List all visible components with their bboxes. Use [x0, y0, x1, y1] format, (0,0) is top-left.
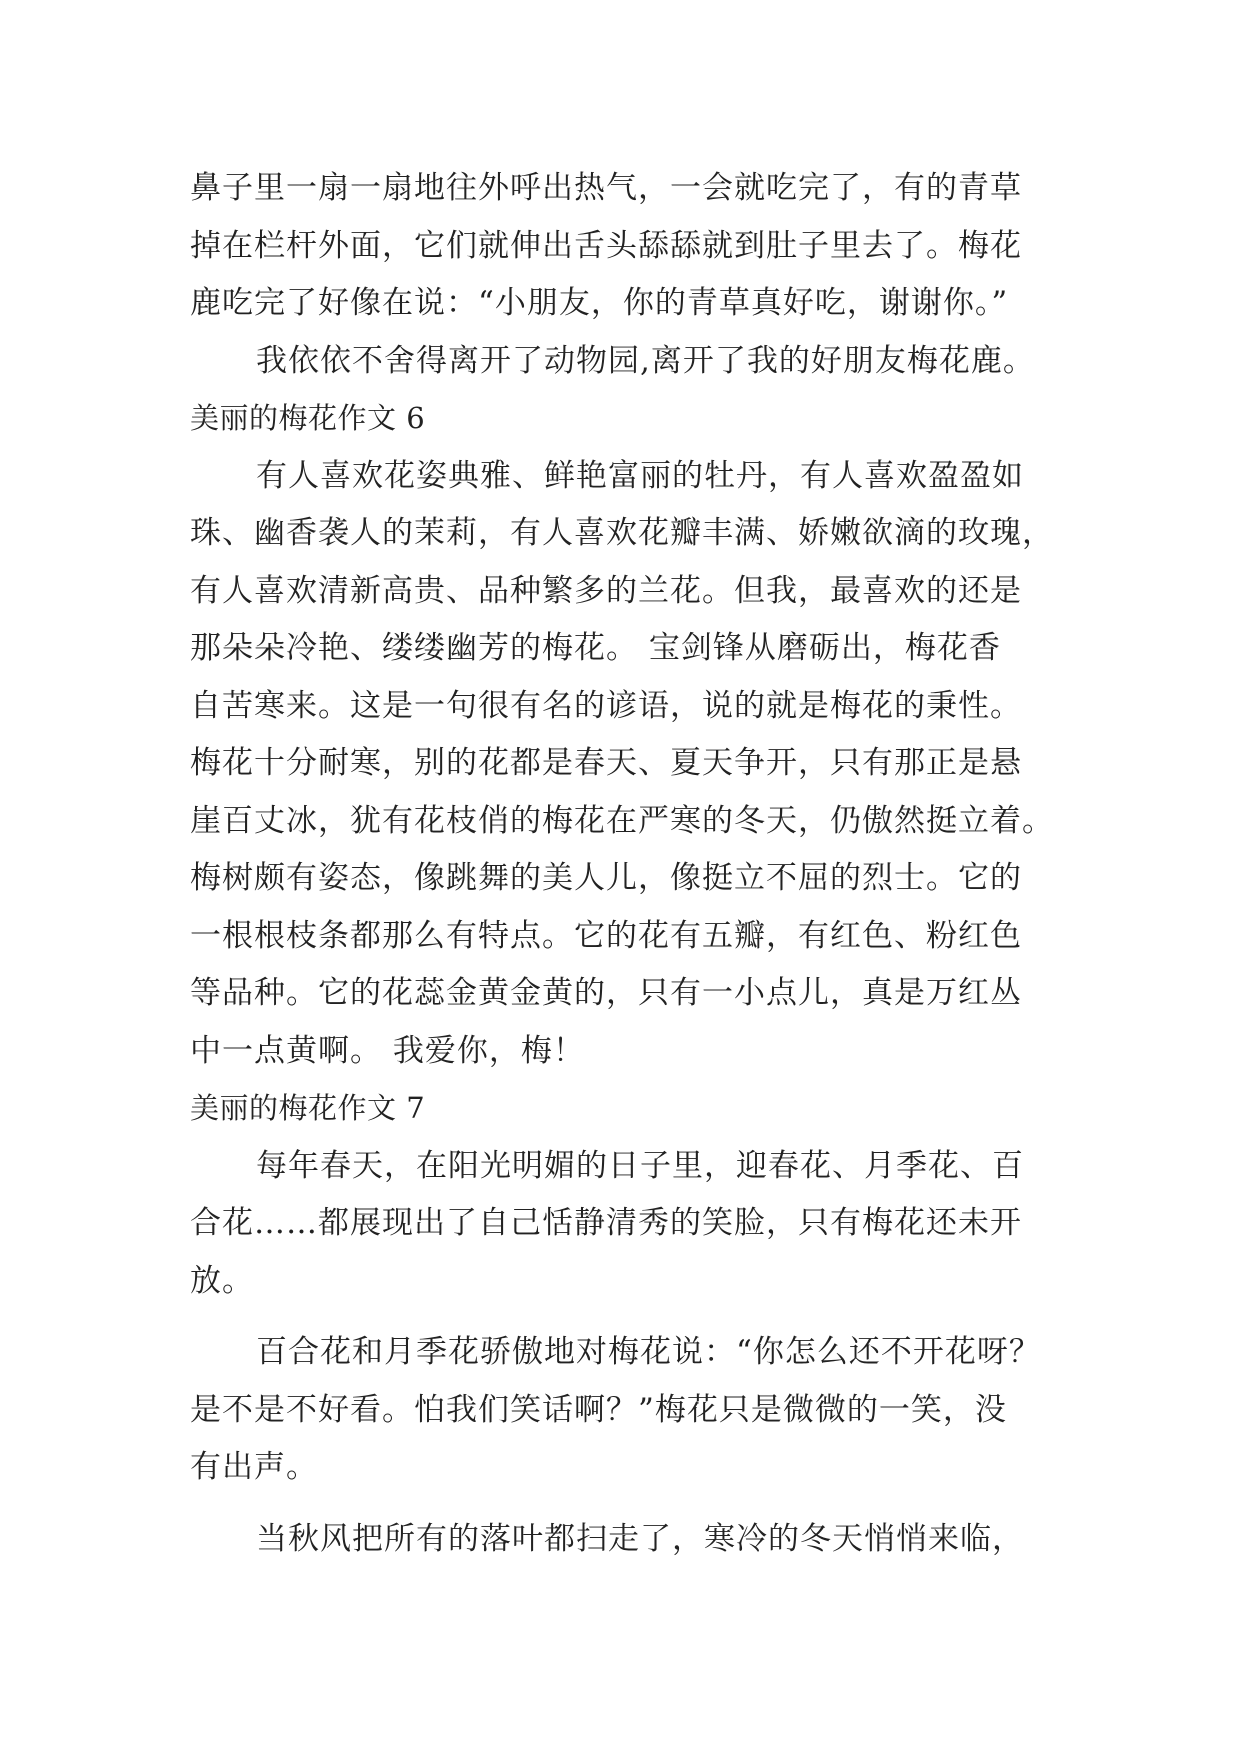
text-line: 每年春天，在阳光明媚的日子里，迎春花、月季花、百	[256, 1147, 1024, 1184]
text-line: 鼻子里一扇一扇地往外呼出热气，一会就吃完了，有的青草	[190, 170, 1022, 206]
document-body	[190, 160, 1070, 1568]
text-line: 梅花十分耐寒，别的花都是春天、夏天争开，只有那正是悬	[190, 745, 1022, 781]
text-line: 是不是不好看。怕我们笑话啊？”梅花只是微微的一笑，没	[190, 1391, 1007, 1428]
section-heading-7: 美丽的梅花作文 7	[190, 1091, 426, 1125]
text-line: 百合花和月季花骄傲地对梅花说：“你怎么还不开花呀？	[256, 1334, 1041, 1370]
text-line: 有人喜欢花姿典雅、鲜艳富丽的牡丹，有人喜欢盈盈如	[256, 457, 1024, 494]
text-line: 我依依不舍得离开了动物园,离开了我的好朋友梅花鹿。	[256, 342, 1035, 379]
section-heading-6: 美丽的梅花作文 6	[190, 401, 426, 435]
text-line: 合花……都展现出了自己恬静清秀的笑脸，只有梅花还未开	[190, 1205, 1022, 1241]
text-line: 鹿吃完了好像在说：“小朋友，你的青草真好吃，谢谢你。”	[190, 285, 1009, 321]
text-line: 自苦寒来。这是一句很有名的谚语，说的就是梅花的秉性。	[190, 687, 1022, 724]
text-line: 有人喜欢清新高贵、品种繁多的兰花。但我，最喜欢的还是	[190, 572, 1022, 609]
text-line: 有出声。	[190, 1449, 318, 1485]
text-line: 当秋风把所有的落叶都扫走了，寒冷的冬天悄悄来临，	[256, 1520, 1024, 1557]
text-line: 放。	[190, 1262, 254, 1299]
text-line: 珠、幽香袭人的茉莉，有人喜欢花瓣丰满、娇嫩欲滴的玫瑰，	[190, 515, 1054, 551]
text-line: 崖百丈冰，犹有花枝俏的梅花在严寒的冬天，仍傲然挺立着。	[190, 802, 1054, 839]
text-line: 掉在栏杆外面，它们就伸出舌头舔舔就到肚子里去了。梅花	[190, 227, 1022, 264]
text-line: 一根根枝条都那么有特点。它的花有五瓣，有红色、粉红色	[190, 917, 1022, 954]
paragraph-gap	[190, 1497, 1070, 1511]
text-line: 中一点黄啊。 我爱你，梅！	[190, 1032, 585, 1069]
text-line: 梅树颇有姿态，像跳舞的美人儿，像挺立不屈的烈士。它的	[190, 860, 1022, 896]
text-line: 等品种。它的花蕊金黄金黄的，只有一小点儿，真是万红丛	[190, 975, 1022, 1011]
text-line: 那朵朵冷艳、缕缕幽芳的梅花。 宝剑锋从磨砺出，梅花香	[190, 630, 1001, 666]
paragraph-gap	[190, 1310, 1070, 1324]
